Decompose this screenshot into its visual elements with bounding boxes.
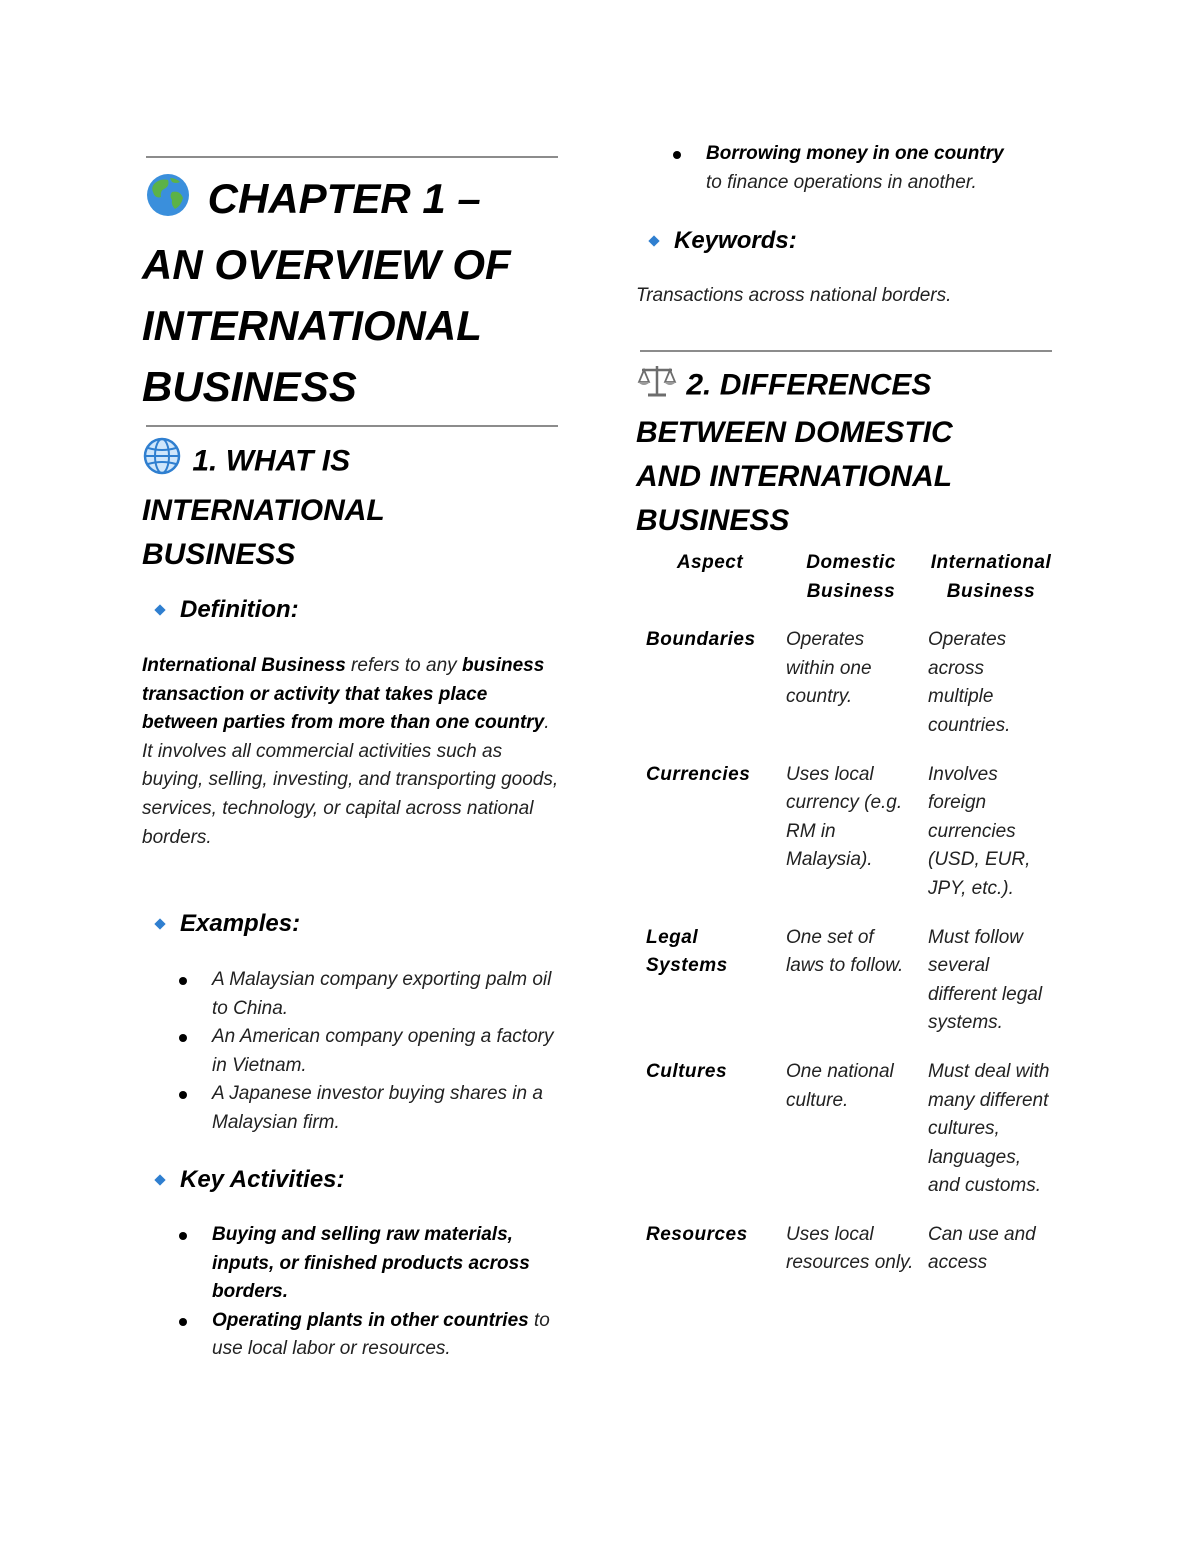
definition-text-a: refers to any <box>345 655 462 676</box>
aspect-cell: Cultures <box>646 1060 728 1082</box>
earth-globe-icon <box>142 170 196 234</box>
key-activities-label: Key Activities: <box>180 1166 345 1193</box>
list-item <box>142 1080 562 1137</box>
section2-heading-line3: AND INTERNATIONAL <box>636 460 953 493</box>
definition-text-c: It involves all commercial activities such as buying, selling, investing, and transporting goods, services, technology, or capital across national borders. <box>142 740 559 848</box>
table-header-row <box>640 546 1060 626</box>
balance-scale-icon <box>636 362 678 411</box>
bullet-icon <box>179 1232 187 1240</box>
definition-label: Definition: <box>180 596 299 623</box>
domestic-cell: Uses local currency (e.g. RM in Malaysia). <box>786 763 903 871</box>
chapter-title-line4: BUSINESS <box>142 362 357 410</box>
keywords-text: Transactions across national borders. <box>636 285 952 306</box>
table-row <box>640 626 1060 760</box>
definition-heading <box>142 596 299 624</box>
section1-heading-line3: BUSINESS <box>142 538 296 571</box>
domestic-cell: One set of laws to follow. <box>786 926 904 977</box>
chapter-title-line2: AN OVERVIEW OF <box>142 240 511 288</box>
list-item <box>142 1307 562 1364</box>
international-cell: Must deal with many different cultures, languages, and customs. <box>928 1060 1050 1197</box>
example-text: An American company opening a factory in Vietnam. <box>212 1026 554 1076</box>
key-activities-list <box>142 1221 562 1364</box>
column-header: International Business <box>930 552 1052 602</box>
activity-rest: to use local labor or resources. <box>212 1309 550 1360</box>
examples-label: Examples: <box>180 910 301 937</box>
globe-meridians-icon <box>142 436 184 489</box>
bullet-icon <box>179 1318 187 1326</box>
table-row <box>640 1221 1060 1298</box>
example-text: A Japanese investor buying shares in a Malaysian firm. <box>212 1083 543 1133</box>
column-header: Aspect <box>676 552 744 573</box>
activity-bold: Operating plants in other countries <box>212 1309 529 1331</box>
section2-heading-line1: 2. DIFFERENCES <box>686 368 932 402</box>
section1-divider <box>146 425 558 427</box>
list-item <box>142 1221 562 1307</box>
bullet-icon <box>179 1034 187 1042</box>
chapter-title-line3: INTERNATIONAL <box>142 301 482 349</box>
domestic-cell: One national culture. <box>786 1060 894 1111</box>
examples-heading <box>142 910 300 938</box>
table-row <box>640 761 1060 924</box>
table-row <box>640 1058 1060 1221</box>
section1-heading-line1: 1. WHAT IS <box>192 444 351 478</box>
chapter-title-line1: CHAPTER 1 – <box>207 175 481 222</box>
section2-heading-line4: BUSINESS <box>636 504 790 537</box>
domestic-cell: Operates within one country. <box>786 629 872 708</box>
list-item <box>636 140 1056 197</box>
aspect-cell: Resources <box>646 1223 748 1245</box>
definition-term: International Business <box>142 655 346 676</box>
international-cell: Involves foreign currencies (USD, EUR, JPY, etc.). <box>928 763 1031 899</box>
key-activities-list-continued <box>636 140 1056 197</box>
blue-diamond-icon <box>154 918 165 929</box>
definition-text-b: . <box>544 712 550 734</box>
chapter-title <box>142 168 572 417</box>
bullet-icon <box>179 1091 187 1099</box>
blue-diamond-icon <box>154 1174 165 1185</box>
section1-heading <box>142 436 562 577</box>
bullet-icon <box>673 151 681 159</box>
key-activities-heading <box>142 1166 345 1194</box>
aspect-cell: Currencies <box>646 763 751 785</box>
comparison-table <box>640 546 1060 1298</box>
domestic-cell: Uses local resources only. <box>786 1223 914 1274</box>
column-header: Domestic Business <box>806 552 896 602</box>
international-cell: Operates across multiple countries. <box>928 629 1011 736</box>
section2-divider <box>640 350 1052 352</box>
top-divider-left <box>146 156 558 158</box>
keywords-label: Keywords: <box>674 227 797 254</box>
international-cell: Can use and access <box>928 1223 1036 1274</box>
international-cell: Must follow several different legal systems. <box>928 926 1043 1034</box>
section2-heading <box>636 362 1060 543</box>
bullet-icon <box>179 977 187 985</box>
table-row <box>640 924 1060 1058</box>
example-text: A Malaysian company exporting palm oil to China. <box>212 969 552 1019</box>
section1-heading-line2: INTERNATIONAL <box>142 494 385 527</box>
list-item <box>142 966 562 1023</box>
list-item <box>142 1023 562 1080</box>
aspect-cell: Boundaries <box>646 629 756 651</box>
aspect-cell: Legal Systems <box>646 926 728 977</box>
section2-heading-line2: BETWEEN DOMESTIC <box>636 416 953 449</box>
activity-bold: Borrowing money in one country <box>706 143 1004 164</box>
blue-diamond-icon <box>648 235 659 246</box>
activity-text: Buying and selling raw materials, inputs, or finished products across borders. <box>212 1224 530 1303</box>
definition-paragraph <box>142 652 562 852</box>
blue-diamond-icon <box>154 604 165 615</box>
definition-emphasis: business transaction or activity that takes place between parties from more than one country <box>142 655 545 734</box>
examples-list <box>142 966 562 1138</box>
keywords-heading <box>636 227 797 255</box>
activity-rest: to finance operations in another. <box>706 171 977 193</box>
